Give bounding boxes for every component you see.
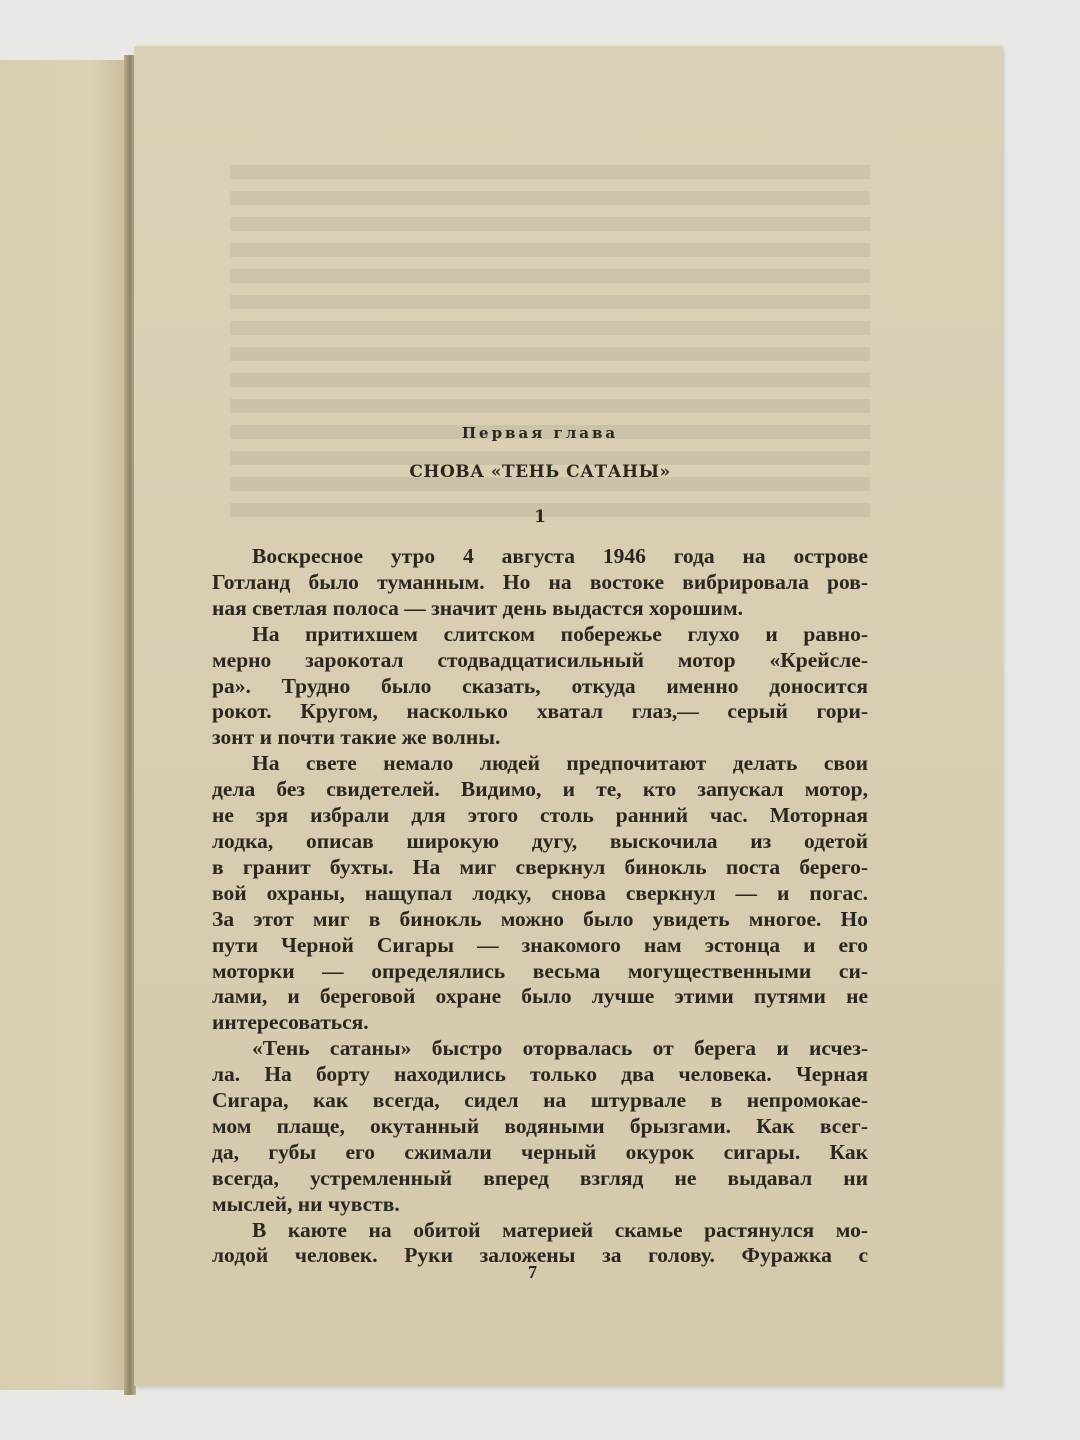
text-line: зонт и почти такие же волны.	[212, 725, 501, 750]
text-line: В каюте на обитой материей скамье растянулся мо-	[252, 1217, 868, 1242]
text-line: За этот миг в бинокль можно было увидеть многое. Но	[212, 906, 868, 931]
text-line: рокот. Кругом, насколько хватал глаз,— серый гори-	[212, 699, 868, 724]
section-number: 1	[534, 507, 546, 527]
text-line: Воскресное утро 4 августа 1946 года на острове	[252, 544, 868, 568]
paragraph	[212, 751, 868, 1036]
text-line: моторки — определялись весьма могущественными си-	[212, 958, 868, 983]
text-line: лодой человек. Руки заложены за голову. Фуражка с	[212, 1243, 868, 1268]
text-line: мыслей, ни чувств.	[212, 1191, 400, 1216]
body-text	[212, 544, 868, 1269]
text-line: ра». Трудно было сказать, откуда именно доносится	[212, 673, 868, 698]
text-line: вой охраны, нащупал лодку, снова сверкнул — и погас.	[212, 880, 868, 905]
text-line: в гранит бухты. На миг сверкнул бинокль поста берего-	[212, 854, 868, 879]
left-page	[0, 60, 128, 1390]
text-line: лами, и береговой охране было лучше этими путями не	[212, 984, 868, 1009]
chapter-title: СНОВА «ТЕНЬ САТАНЫ»	[409, 462, 671, 482]
text-line: дела без свидетелей. Видимо, и те, кто запускал мотор,	[212, 777, 868, 802]
text-line: мом плаще, окутанный водяными брызгами. Как всег-	[212, 1113, 868, 1138]
text-line: интересоваться.	[212, 1010, 369, 1035]
paragraph	[212, 622, 868, 752]
paragraph	[212, 1036, 868, 1217]
text-line: мерно зарокотал стодвадцатисильный мотор «Крейсле-	[212, 647, 868, 672]
text-line: да, губы его сжимали черный окурок сигары. Как	[212, 1139, 868, 1164]
chapter-label: Первая глава	[461, 424, 619, 442]
text-line: На свете немало людей предпочитают делать свои	[252, 751, 868, 776]
text-line: «Тень сатаны» быстро оторвалась от берега и исчез-	[252, 1036, 868, 1061]
text-line: На притихшем слитском побережье глухо и равно-	[252, 621, 868, 646]
text-line: Готланд было туманным. Но на востоке вибрировала ров-	[212, 569, 868, 594]
text-line: не зря избрали для этого столь ранний час. Моторная	[212, 803, 868, 828]
paragraph	[212, 544, 868, 622]
paragraph	[212, 1218, 868, 1270]
text-line: Сигара, как всегда, сидел на штурвале в непромокае-	[212, 1088, 868, 1113]
text-line: ла. На борту находились только два человека. Черная	[212, 1062, 868, 1087]
text-line: пути Черной Сигары — знакомого нам эстонца и его	[212, 932, 868, 957]
text-line: всегда, устремленный вперед взгляд не выдавал ни	[212, 1165, 868, 1190]
text-line: ная светлая полоса — значит день выдастся хорошим.	[212, 595, 743, 620]
page-number: 7	[528, 1262, 537, 1282]
text-line: лодка, описав широкую дугу, выскочила из одетой	[212, 828, 868, 853]
